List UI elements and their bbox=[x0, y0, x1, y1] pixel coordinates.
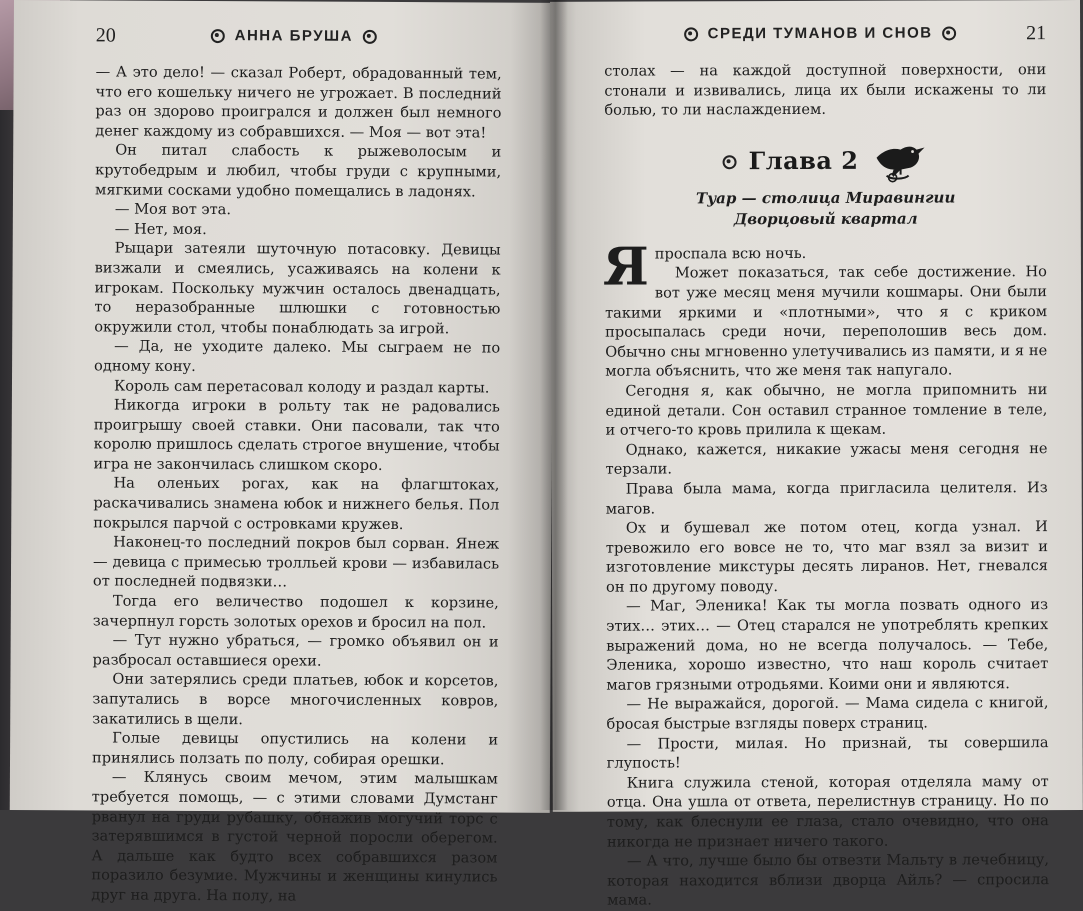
paragraph: Король сам перетасовал колоду и раздал карты. bbox=[113, 377, 490, 396]
book-gutter bbox=[540, 0, 568, 810]
paragraph: Сегодня я, как обычно, не могла припомнить ни единой детали. Сон оставил странное томление в теле, и отчего-то кровь прилила к щекам. bbox=[605, 381, 1048, 439]
subtitle-line: Дворцовый квартал bbox=[733, 209, 918, 228]
paragraph: — А это дело! — сказал Роберт, обрадованный тем, что его кошельку ничего не угрожает. В последний раз он здорово проигрался и должен был немного денег каждому из собравшихся. — Моя — вот эта! bbox=[95, 63, 502, 142]
left-running-title bbox=[211, 27, 377, 45]
chapter-heading bbox=[604, 137, 1046, 185]
paragraph: — А что, лучше было бы отвезти Мальту в лечебницу, которая находится вблизи дворца Айль? — спросила мама. bbox=[607, 851, 1050, 910]
paragraph: Права была мама, когда пригласила целителя. Из магов. bbox=[605, 479, 1048, 518]
paragraph: — Моя вот эта. bbox=[114, 200, 232, 219]
paragraph: — Не выражайся, дорогой. — Мама сидела с книгой, бросая быстрые взгляды поверх страниц. bbox=[606, 694, 1049, 733]
paragraph: На оленьих рогах, как на флагштоках, раскачивались знамена юбок и нижнего белья. Пол покрылся парчой с островками кружев. bbox=[93, 474, 500, 533]
paragraph: Никогда игроки в рольту так не радовались проигрышу своей ставки. Они пасовали, так что королю пришлось сделать строгое внушение, чтобы игра не закончилась слишком скоро. bbox=[93, 396, 500, 474]
paragraph: Он питал слабость к рыжеволосым и крутобедрым и любил, чтобы груди с крупными, мягкими сосками удобно помещались в ладонях. bbox=[94, 141, 502, 200]
book-title: СРЕДИ ТУМАНОВ И СНОВ bbox=[707, 24, 933, 42]
right-page-number: 21 bbox=[1026, 22, 1047, 45]
right-page-text bbox=[604, 60, 1046, 120]
ornament-icon bbox=[723, 155, 737, 169]
paragraph: столах — на каждой доступной поверхности, они стонали и извивались, лица их были искажены то ли болью, то ли наслаждением. bbox=[604, 61, 1047, 119]
paragraph: — Прости, милая. Но признай, ты совершила глупость! bbox=[606, 733, 1049, 772]
chapter-title: Глава 2 bbox=[748, 146, 859, 176]
paragraph: Книга служила стеной, которая отделяла маму от отца. Она ушла от ответа, перелистнув страницу. Но по тому, как блеснули ее глаза, стало очевидно, что она никогда не признает ничего такого. bbox=[606, 772, 1049, 851]
paragraph: Ох и бушевал же потом отец, когда узнал. И тревожило его вовсе не то, что маг взял за визит и изготовление микстуры десять лиранов. Нет, гневался он по другому поводу. bbox=[605, 518, 1049, 596]
ornament-icon bbox=[211, 29, 225, 43]
paragraph: — Тут нужно убраться, — громко объявил он и разбросал оставшиеся орехи. bbox=[92, 631, 499, 670]
right-page bbox=[550, 0, 1083, 910]
paragraph: — Маг, Эленика! Как ты могла позвать одного из этих… этих… — Отец старался не употреблять крепких выражений дома, но не всегда получалось. — Тебе, Эленика, хорошо известно, что наш король считает магов грязными отродьями. Коими они и являются. bbox=[606, 596, 1049, 694]
paragraph: Может показаться, так себе достижение. Но вот уже месяц меня мучили кошмары. Они были такими яркими и «плотными», что я с криком просыпалась среди ночи, переполошив весь дом. Обычно сны мгновенно улетучивались из памяти, и я не могла объяснить, что же меня так напугало. bbox=[605, 263, 1048, 381]
paragraph: — Да, не уходите далеко. Мы сыграем не по одному кону. bbox=[94, 337, 501, 375]
drop-cap: Я bbox=[602, 236, 649, 298]
paragraph: Наконец-то последний покров был сорван. Янеж — девица с примесью тролльей крови — избавилась от последней подвязки… bbox=[92, 533, 500, 591]
chapter-body bbox=[602, 236, 1050, 911]
paragraph: — Клянусь своим мечом, этим малышкам требуется помощь, — с этими словами Думстанг рванул на груди рубашку, обнажив могучий торс с затерявшимся в густой черной поросли оберегом. А дальше как будто всех собравшихся разом поразило безумие. Мужчины и женщины кинулись друг на друга. На полу, на bbox=[91, 768, 498, 905]
right-running-header bbox=[604, 22, 1046, 58]
paragraph: — Нет, моя. bbox=[114, 220, 207, 238]
raven-icon bbox=[870, 137, 928, 183]
left-page-text bbox=[91, 62, 501, 907]
paragraph: Однако, кажется, никакие ужасы меня сегодня не терзали. bbox=[605, 439, 1048, 478]
ornament-icon bbox=[363, 30, 377, 44]
chapter-subtitle bbox=[605, 187, 1047, 231]
author-name: АННА БРУША bbox=[234, 26, 354, 45]
paragraph: Рыцари затеяли шуточную потасовку. Девицы визжали и смеялись, усаживаясь на колени к игрокам. Поскольку мужчин осталось двенадцать, то неразобранные шлюшки с готовностью окружили стол, чтобы понаблюдать за игрой. bbox=[94, 239, 501, 338]
ornament-icon bbox=[684, 27, 698, 41]
ornament-icon bbox=[943, 26, 957, 40]
paragraph: Тогда его величество подошел к корзине, зачерпнул горсть золотых орехов и бросил на пол. bbox=[92, 592, 499, 632]
left-page-number: 20 bbox=[95, 24, 116, 47]
paragraph: Они затерялись среди платьев, юбок и корсетов, запутались в ворсе многочисленных ковров, закатились в щели. bbox=[92, 670, 499, 728]
paragraph: проспала всю ночь. bbox=[654, 244, 807, 263]
left-running-header bbox=[96, 24, 502, 60]
right-running-title bbox=[684, 24, 957, 42]
subtitle-line: Туар — столица Миравингии bbox=[695, 188, 956, 208]
paragraph: Голые девицы опустились на колени и принялись ползать по полу, собирая орешки. bbox=[91, 729, 499, 769]
left-page bbox=[10, 0, 554, 905]
